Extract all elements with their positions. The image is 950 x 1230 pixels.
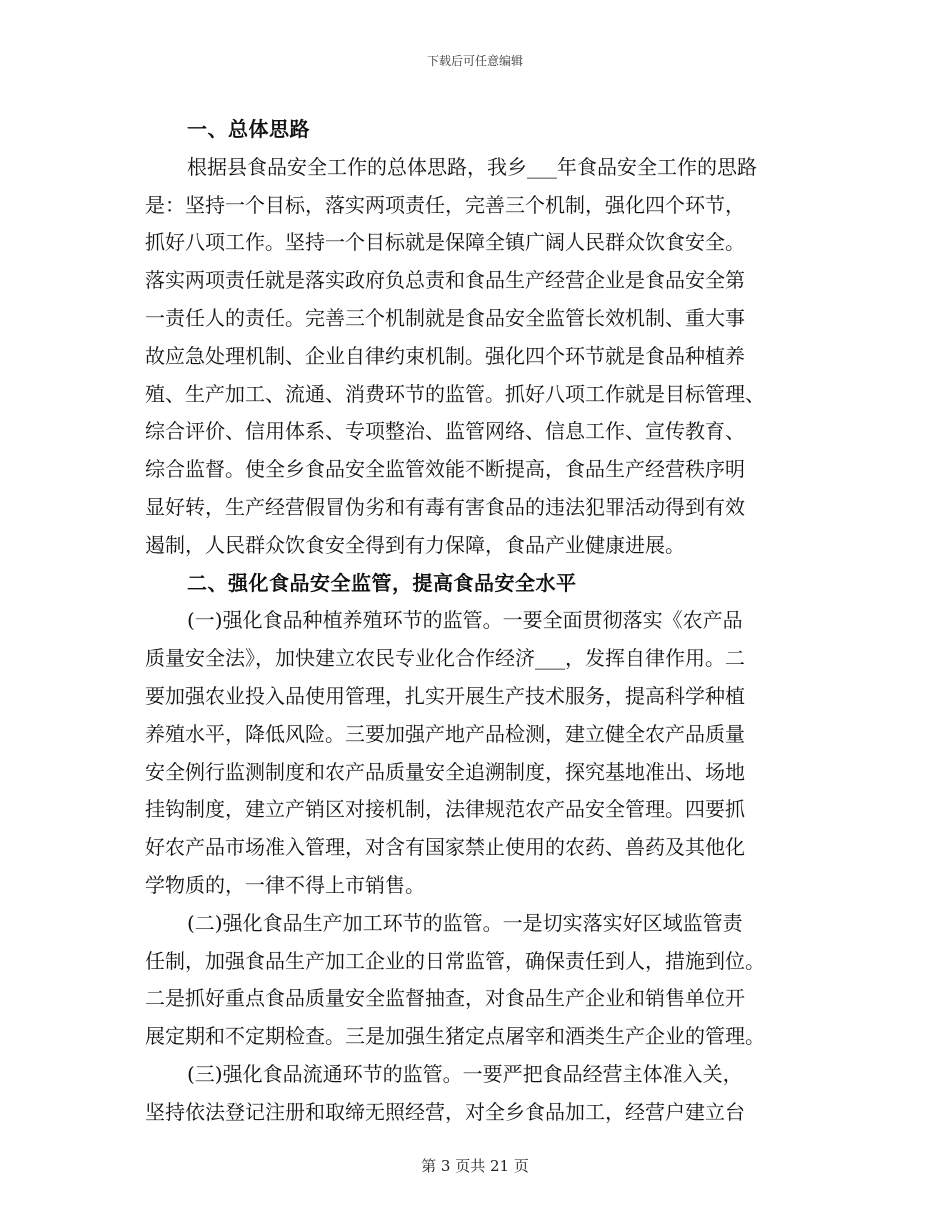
paragraph bbox=[145, 1056, 805, 1132]
paragraph-line: 坚持依法登记注册和取缔无照经营，对全乡食品加工，经营户建立台 bbox=[145, 1099, 745, 1124]
paragraph-line: (三)强化食品流通环节的监管。一要严把食品经营主体准入关， bbox=[187, 1061, 743, 1086]
paragraph-line: 综合监督。使全乡食品安全监管效能不断提高，食品生产经营秩序明 bbox=[145, 457, 745, 482]
section-heading: 二、强化食品安全监管，提高食品安全水平 bbox=[187, 570, 577, 595]
paragraph bbox=[145, 602, 805, 904]
paragraph-line: 殖、生产加工、流通、消费环节的监管。抓好八项工作就是目标管理、 bbox=[145, 381, 765, 406]
paragraph-line: 显好转，生产经营假冒伪劣和有毒有害食品的违法犯罪活动得到有效 bbox=[145, 494, 745, 519]
document-body bbox=[145, 111, 805, 1132]
paragraph-line: 落实两项责任就是落实政府负总责和食品生产经营企业是食品安全第 bbox=[145, 268, 745, 293]
paragraph-line: 一责任人的责任。完善三个机制就是食品安全监管长效机制、重大事 bbox=[145, 305, 745, 330]
section-heading: 一、总体思路 bbox=[187, 117, 310, 141]
paragraph bbox=[145, 149, 805, 565]
paragraph-line: 挂钩制度，建立产销区对接机制，法律规范农产品安全管理。四要抓 bbox=[145, 797, 745, 822]
paragraph-line: 遏制，人民群众饮食安全得到有力保障，食品产业健康进展。 bbox=[145, 532, 685, 557]
page-header: 下载后可任意编辑 bbox=[426, 54, 523, 68]
paragraph-line: 要加强农业投入品使用管理，扎实开展生产技术服务，提高科学种植 bbox=[145, 683, 745, 708]
paragraph bbox=[145, 905, 805, 1056]
paragraph-line: 抓好八项工作。坚持一个目标就是保障全镇广阔人民群众饮食安全。 bbox=[145, 230, 745, 255]
paragraph-line: 学物质的，一律不得上市销售。 bbox=[145, 872, 425, 897]
paragraph-line: 综合评价、信用体系、专项整治、监管网络、信息工作、宣传教育、 bbox=[145, 419, 745, 444]
paragraph-line: 安全例行监测制度和农产品质量安全追溯制度，探究基地准出、场地 bbox=[145, 759, 745, 784]
paragraph-line: 二是抓好重点食品质量安全监督抽查，对食品生产企业和销售单位开 bbox=[145, 986, 745, 1011]
paragraph-line: 好农产品市场准入管理，对含有国家禁止使用的农药、兽药及其他化 bbox=[145, 835, 745, 860]
paragraph-line: 根据县食品安全工作的总体思路，我乡___年食品安全工作的思路 bbox=[187, 154, 757, 179]
paragraph-line: 质量安全法》，加快建立农民专业化合作经济___，发挥自律作用。二 bbox=[145, 646, 745, 671]
page-footer: 第 3 页共 21 页 bbox=[421, 1157, 529, 1175]
paragraph-line: (一)强化食品种植养殖环节的监管。一要全面贯彻落实《农产品 bbox=[187, 608, 743, 633]
paragraph-line: 任制，加强食品生产加工企业的日常监管，确保责任到人，措施到位。 bbox=[145, 948, 765, 973]
paragraph-line: 故应急处理机制、企业自律约束机制。强化四个环节就是食品种植养 bbox=[145, 343, 745, 368]
paragraph-line: 是：坚持一个目标，落实两项责任，完善三个机制，强化四个环节， bbox=[145, 192, 745, 217]
paragraph-line: 养殖水平，降低风险。三要加强产地产品检测，建立健全农产品质量 bbox=[145, 721, 745, 746]
paragraph-line: (二)强化食品生产加工环节的监管。一是切实落实好区域监管责 bbox=[187, 910, 743, 935]
paragraph-line: 展定期和不定期检查。三是加强生猪定点屠宰和酒类生产企业的管理。 bbox=[145, 1024, 765, 1049]
